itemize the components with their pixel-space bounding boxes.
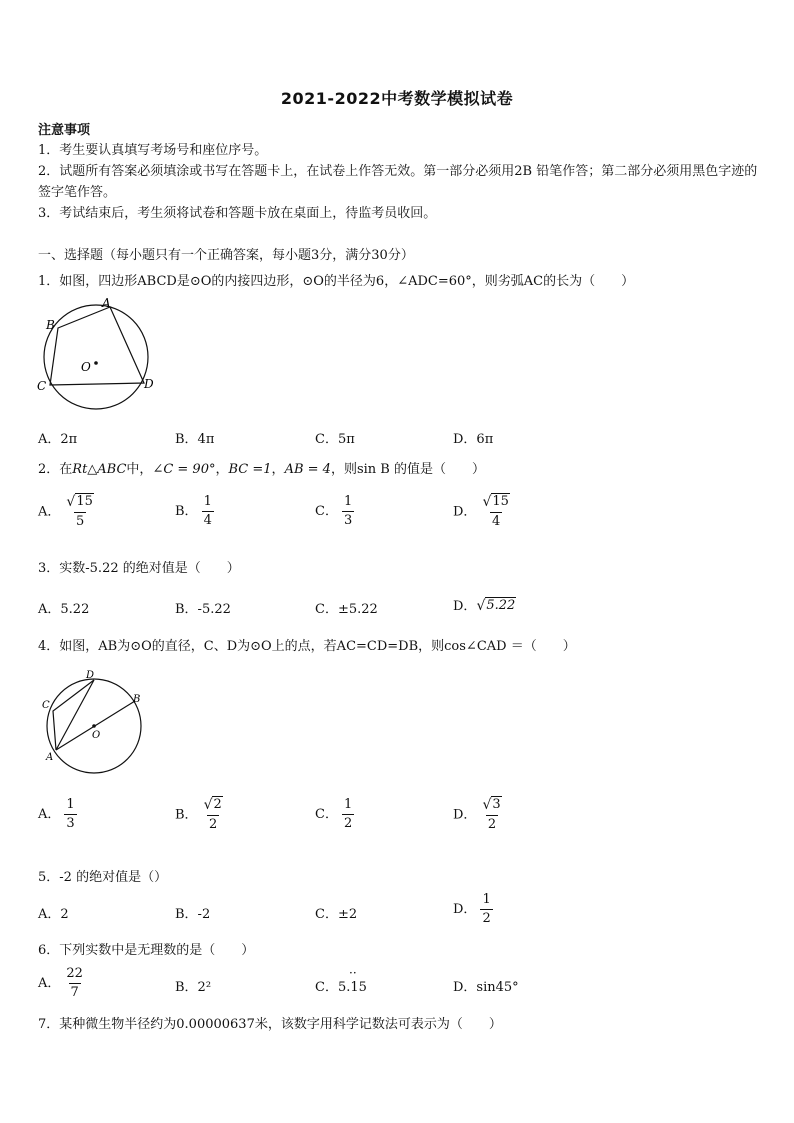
q4-option-a-label: A． [38,807,61,822]
fig4-label-c: C [42,700,50,711]
q5-option-d-label: D． [453,902,477,917]
question-2-stem [38,458,485,477]
q2-option-d-den: 4 [492,514,501,529]
q2-option-c-fraction [342,493,354,530]
q4-option-c-num: 1 [343,797,353,812]
q2-triangle: Rt△ABC [72,462,127,477]
q2-option-c-num: 1 [343,494,353,509]
q6-option-c-text: C．5.15 [315,980,367,995]
q4-option-c-den: 2 [343,816,353,831]
fig1-label-d: D [144,377,154,391]
q4-option-a [38,796,77,833]
q6-option-a [38,965,85,1002]
q4-option-d-fraction: √ 3 2 [482,797,501,832]
q3-option-d [453,595,516,614]
q6-option-b: B．2² [175,980,212,995]
q2-option-b-fraction [202,493,214,530]
q2-cond-angle: ∠C = 90° [152,462,216,477]
q3-option-b: B．-5.22 [175,602,231,617]
page-title: 2021-2022中考数学模拟试卷 [280,89,514,108]
q6-option-a-den: 7 [70,985,79,1000]
q2-option-a-den: 5 [75,514,85,529]
q5-option-d-den: 2 [482,911,491,926]
q4-option-a-fraction [64,796,76,833]
q3-option-d-sqrt: √ 5.22 [476,598,516,614]
q5-option-c: C．±2 [315,907,358,922]
q3-option-d-arg: 5.22 [486,598,516,613]
question-4-stem: 4．如图，AB为⊙O的直径，C、D为⊙O上的点，若AC=CD=DB，则cos∠CAD ＝（ ） [38,639,576,654]
q2-option-b-num: 1 [203,494,212,509]
q2-mid: 中， [126,462,153,477]
q4-option-d-den: 2 [487,817,497,832]
q5-option-b: B．-2 [175,907,211,922]
q1-option-a: A．2π [38,432,78,447]
question-7-stem: 7．某种微生物半径约为0.00000637米，该数字用科学记数法可表示为（ ） [38,1017,502,1032]
q4-option-b-fraction: √ 2 2 [203,797,222,832]
question-3-stem: 3．实数-5.22 的绝对值是（ ） [38,561,240,576]
notice-heading: 注意事项 [38,123,91,138]
section-heading: 一、选择题（每小题只有一个正确答案，每小题3分，满分30分） [38,248,414,263]
question-4-figure [38,668,150,776]
q4-option-b-num: 2 [213,797,222,812]
fig4-label-d: D [86,670,95,681]
q2-option-d-fraction: √ 15 4 [482,494,509,529]
q2-option-d-label: D． [453,504,477,520]
q2-option-a-label: A． [38,504,61,520]
q2-sep2: ， [271,462,285,477]
q4-option-a-den: 3 [66,816,75,831]
q4-option-d-label: D． [453,807,477,823]
q4-option-c-label: C． [315,807,338,822]
question-6-stem: 6．下列实数中是无理数的是（ ） [38,943,255,958]
question-1-stem: 1．如图，四边形ABCD是⊙O的内接四边形，⊙O的半径为6，∠ADC=60°，则劣弧AC的长为（ ） [38,274,635,289]
q2-option-d [453,493,512,531]
q2-cond-bc: BC =1 [228,462,272,477]
fig4-label-b: B [133,694,141,705]
q2-option-a-num: 15 [76,494,93,509]
q3-option-c: C．±5.22 [315,602,378,617]
fig1-label-a: A [102,296,111,310]
q2-option-c-den: 3 [343,513,353,528]
q2-option-a-fraction: √ 15 5 [66,494,93,529]
q6-option-a-num: 22 [66,966,83,981]
q1-option-c: C．5π [315,432,355,447]
q3-option-a: A．5.22 [38,602,90,617]
q6-option-a-fraction [64,965,85,1002]
q6-option-c-repeat-dots: ·· [349,966,357,980]
q4-option-d-num: 3 [492,797,501,812]
q2-option-b-den: 4 [203,513,212,528]
question-5-stem: 5．-2 的绝对值是（） [38,870,168,885]
fig4-label-o: O [92,730,101,741]
q2-sep1: ， [215,462,229,477]
q2-option-d-num: 15 [492,494,509,509]
q6-option-d: D．sin45° [453,980,519,995]
q2-option-c [315,493,354,530]
q4-option-c [315,796,354,833]
q1-option-d: D．6π [453,432,494,447]
q4-option-b-label: B． [175,807,198,823]
question-1-figure [34,295,164,420]
q2-option-b [175,493,214,530]
q4-option-d [453,796,504,834]
q4-option-b [175,796,225,834]
fig4-label-a: A [46,752,54,763]
q4-option-a-num: 1 [66,797,75,812]
q6-option-c [315,966,367,995]
q2-option-c-label: C． [315,504,338,519]
q5-option-d-num: 1 [482,892,491,907]
q1-option-b: B．4π [175,432,215,447]
notice-item-2: 2．试题所有答案必须填涂或书写在答题卡上，在试卷上作答无效。第一部分必须用2B 铅笔作答；第二部分必须用黑色字迹的签字笔作答。 [38,164,758,200]
q5-option-a: A．2 [38,907,69,922]
fig1-label-b: B [46,318,55,332]
notice-item-3: 3．考试结束后，考生须将试卷和答题卡放在桌面上，待监考员收回。 [38,206,437,221]
q3-option-d-label: D． [453,599,477,614]
fig1-label-c: C [37,379,47,393]
q4-option-b-den: 2 [209,817,218,832]
q6-option-a-label: A． [38,976,61,991]
q2-option-a [38,493,96,531]
q5-option-d-fraction [480,891,492,928]
q2-cond-ab: AB = 4 [284,462,331,477]
q4-option-c-fraction [342,796,354,833]
q2-option-b-label: B． [175,504,198,519]
q5-option-d [453,891,493,928]
q2-suffix: ，则sin B 的值是（ ） [330,462,485,477]
notice-item-1: 1．考生要认真填写考场号和座位序号。 [38,143,268,158]
fig1-label-o: O [81,360,91,374]
q2-prefix: 2．在 [38,462,73,477]
